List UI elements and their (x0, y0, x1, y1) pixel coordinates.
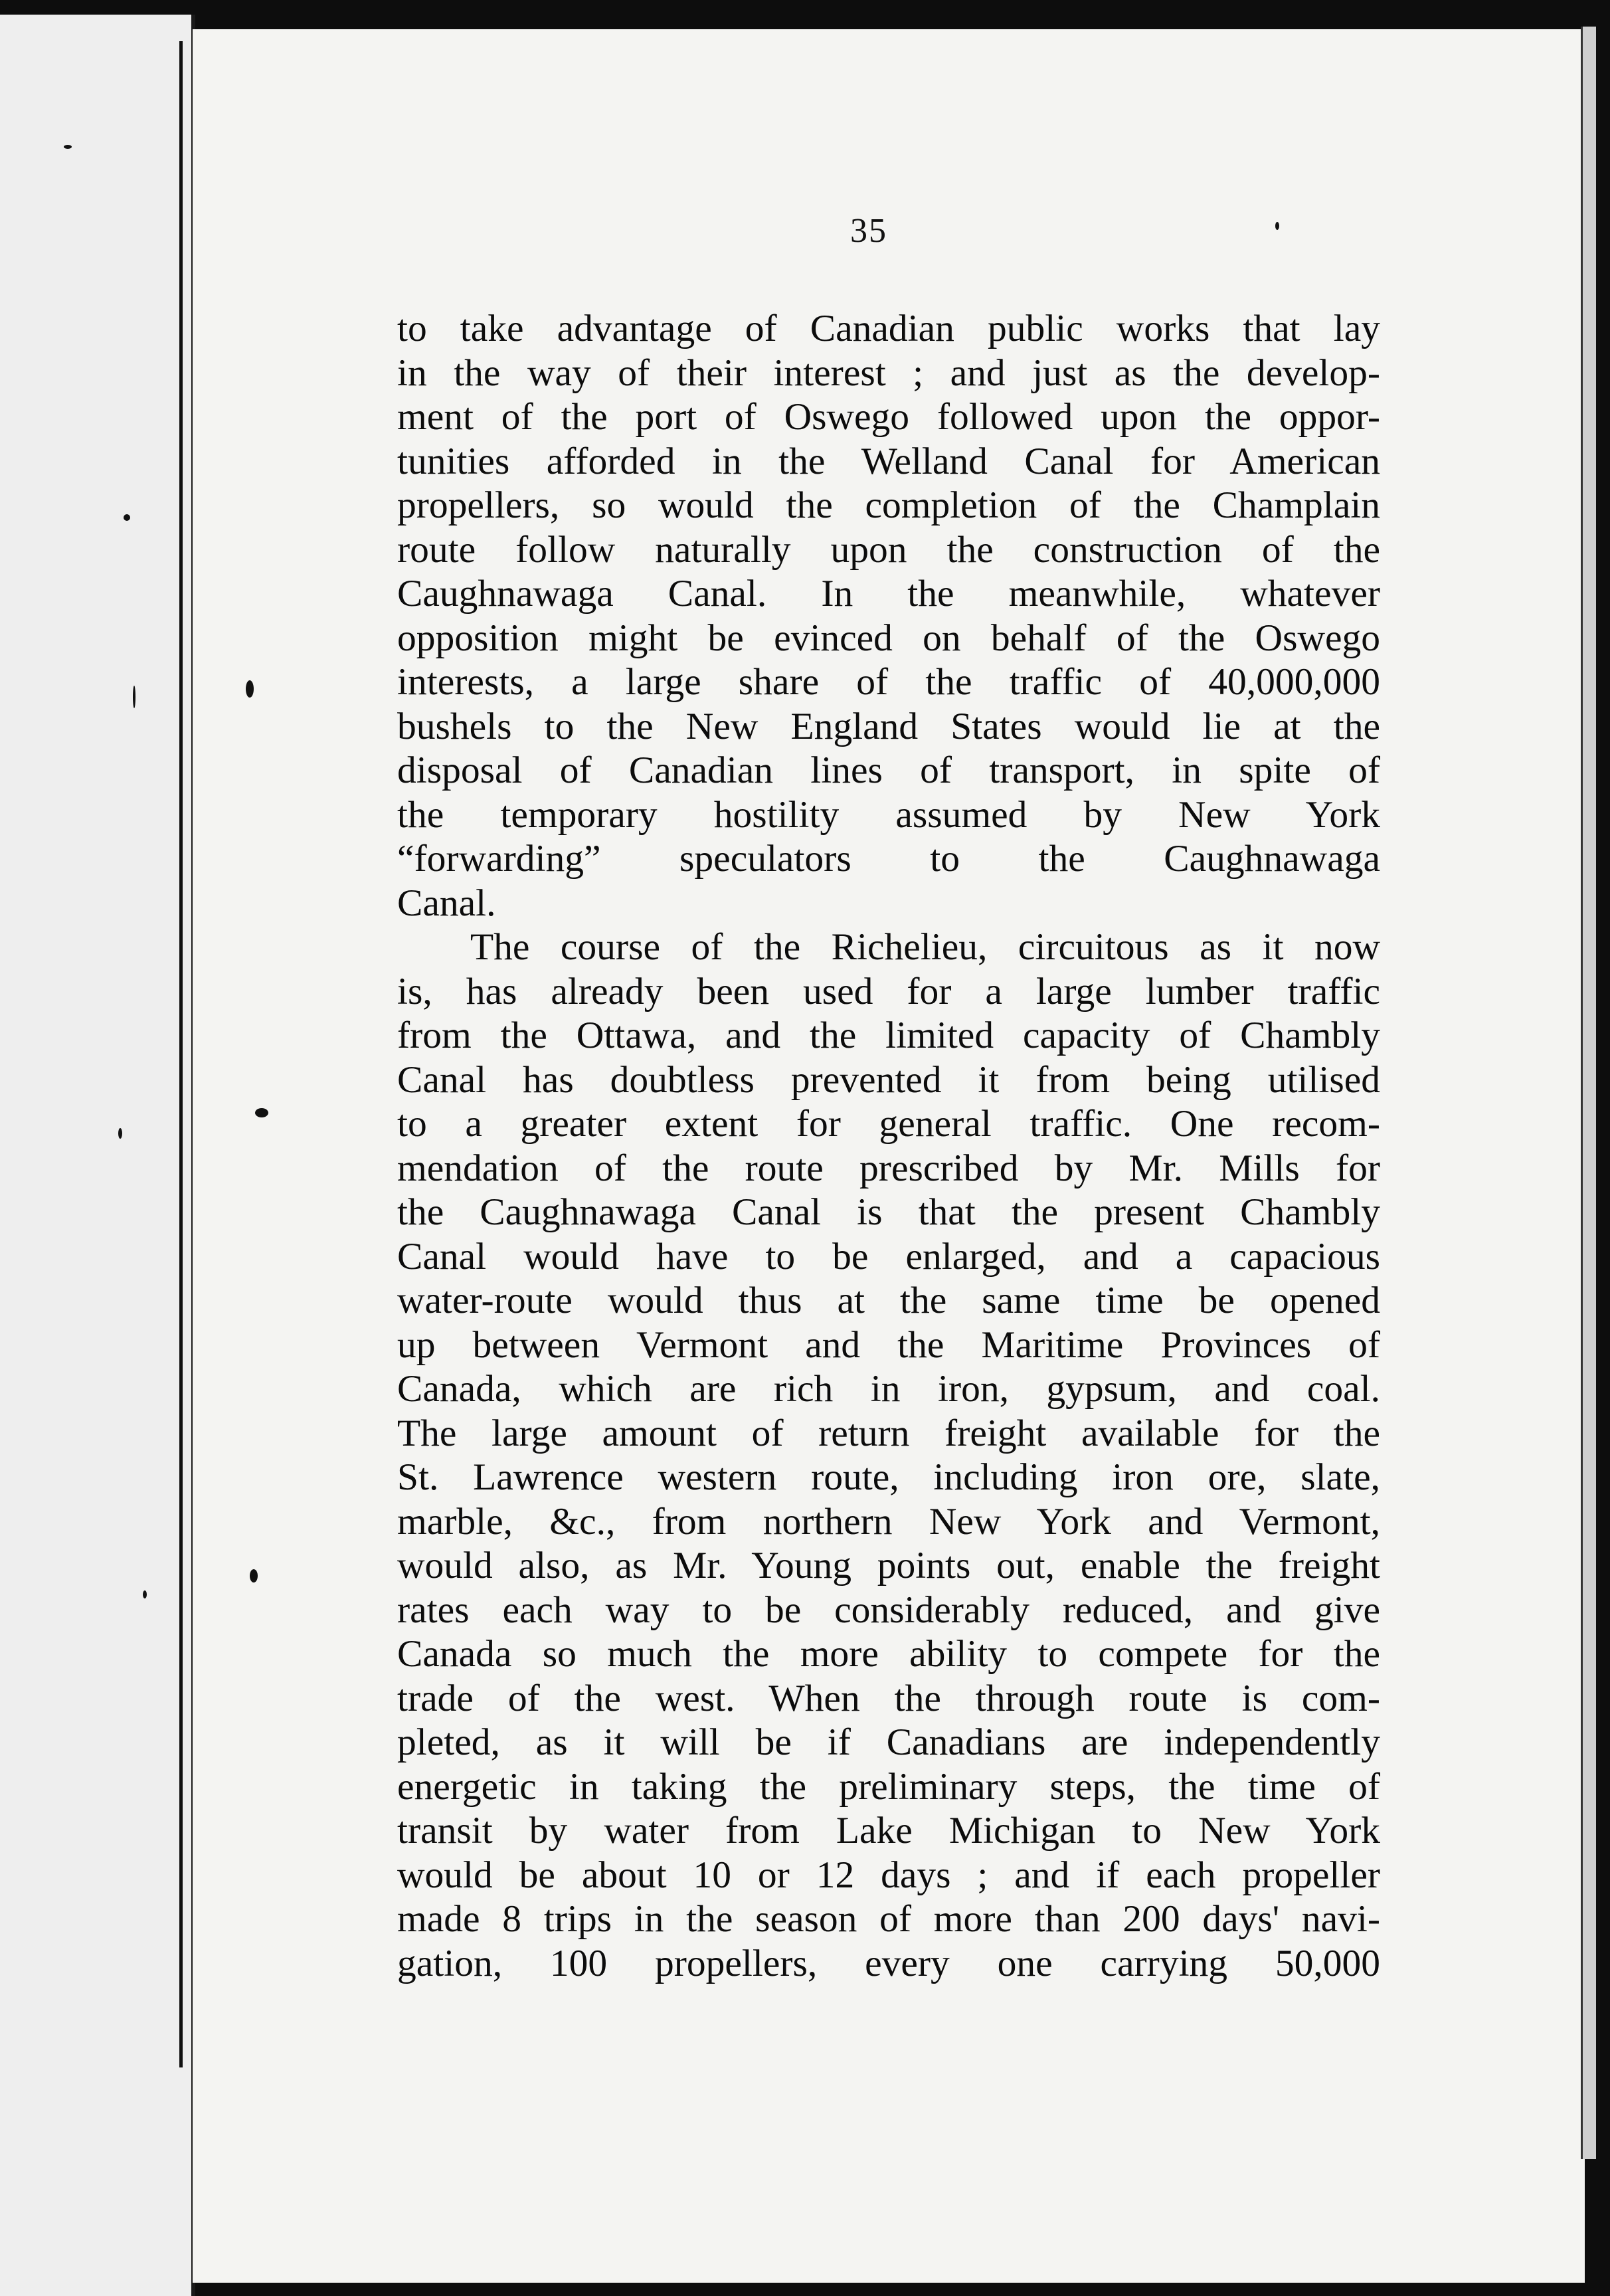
text-line: The large amount of return freight available for the (397, 1412, 1380, 1454)
margin-speck (64, 145, 72, 149)
text-line: tunities afforded in the Welland Canal for American (397, 440, 1380, 482)
text-line: interests, a large share of the traffic of 40,000,000 (397, 661, 1380, 703)
page-edge-right (1581, 27, 1596, 2159)
text-line: mendation of the route prescribed by Mr. Mills for (397, 1147, 1380, 1189)
text-line: St. Lawrence western route, including iron ore, slate, (397, 1456, 1380, 1498)
text-line: energetic in taking the preliminary steps, the time of (397, 1765, 1380, 1808)
margin-speck (118, 1128, 122, 1139)
text-line: bushels to the New England States would lie at the (397, 705, 1380, 747)
text-line: would be about 10 or 12 days ; and if each propeller (397, 1854, 1380, 1896)
text-line: Canada so much the more ability to compete for the (397, 1633, 1380, 1675)
text-line: is, has already been used for a large lumber traffic (397, 970, 1380, 1012)
text-line: opposition might be evinced on behalf of the Oswego (397, 617, 1380, 659)
text-line: gation, 100 propellers, every one carrying 50,000 (397, 1942, 1380, 1984)
text-line: made 8 trips in the season of more than 200 days' navi- (397, 1898, 1380, 1940)
body-text (397, 307, 1380, 1986)
text-line: Canal. (397, 882, 496, 924)
text-line: “forwarding” speculators to the Caughnawaga (397, 838, 1380, 880)
margin-speck (143, 1590, 147, 1598)
text-line: propellers, so would the completion of the Champlain (397, 484, 1380, 526)
facing-page-edge (0, 15, 195, 2296)
text-line: route follow naturally upon the construction of the (397, 528, 1380, 571)
margin-speck (1275, 222, 1279, 230)
margin-speck (250, 1569, 258, 1582)
text-line: Caughnawaga Canal. In the meanwhile, whatever (397, 573, 1380, 615)
page-number: 35 (850, 212, 887, 250)
text-line: trade of the west. When the through route is com- (397, 1677, 1380, 1719)
text-line: from the Ottawa, and the limited capacity of Chambly (397, 1014, 1380, 1056)
text-line: ment of the port of Oswego followed upon the oppor- (397, 396, 1380, 438)
text-line: to take advantage of Canadian public works that lay (397, 308, 1380, 349)
text-line: to a greater extent for general traffic. One recom- (397, 1103, 1380, 1145)
text-line: the temporary hostility assumed by New York (397, 793, 1380, 836)
text-line: would also, as Mr. Young points out, enable the freight (397, 1545, 1380, 1586)
text-line: in the way of their interest ; and just as the develop- (397, 351, 1380, 394)
text-line: Canal has doubtless prevented it from being utilised (397, 1058, 1380, 1101)
text-line: Canal would have to be enlarged, and a capacious (397, 1235, 1380, 1278)
text-line: rates each way to be considerably reduced, and give (397, 1588, 1380, 1631)
margin-speck (124, 514, 130, 521)
text-line: transit by water from Lake Michigan to New York (397, 1810, 1380, 1852)
margin-speck (133, 686, 135, 708)
text-line: marble, &c., from northern New York and Vermont, (397, 1500, 1380, 1543)
margin-speck (246, 680, 254, 698)
text-line: pleted, as it will be if Canadians are independently (397, 1721, 1380, 1763)
paragraph-first-line: The course of the Richelieu, circuitous as it now (470, 926, 1380, 968)
text-line: Canada, which are rich in iron, gypsum, and coal. (397, 1368, 1380, 1410)
text-line: water-route would thus at the same time be opened (397, 1280, 1380, 1321)
margin-speck (255, 1108, 268, 1117)
text-line: up between Vermont and the Maritime Provinces of (397, 1323, 1380, 1366)
text-line: the Caughnawaga Canal is that the present Chambly (397, 1191, 1380, 1233)
text-line: disposal of Canadian lines of transport, in spite of (397, 749, 1380, 791)
spine-rule (179, 41, 183, 2067)
